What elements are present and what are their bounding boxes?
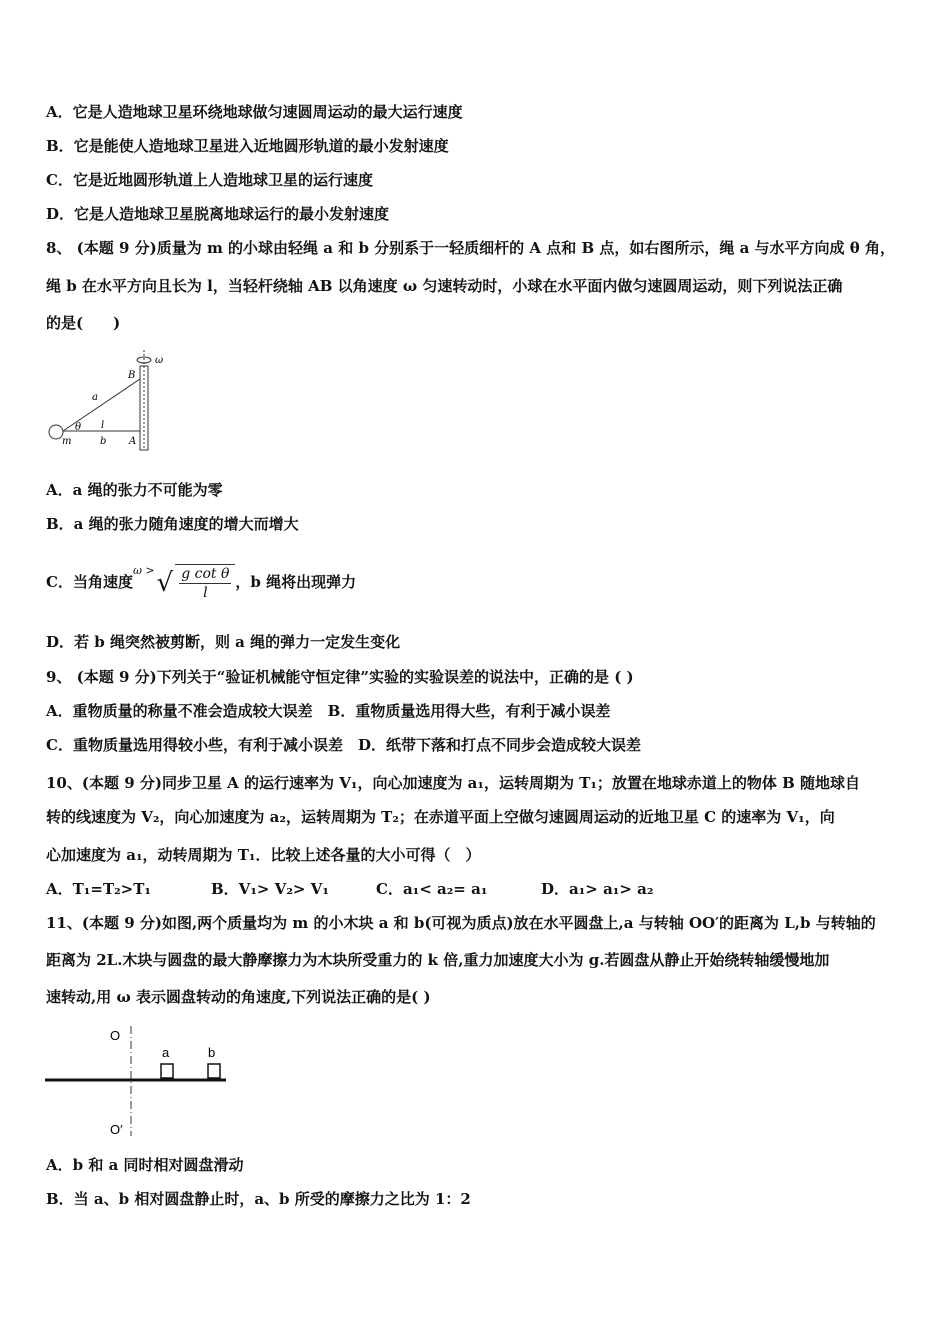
q11-stem-line: 11、(本题 9 分)如图,两个质量均为 m 的小木块 a 和 b(可视为质点)放在水平圆盘上,a 与转轴 OO′的距离为 L,b 与转轴的 bbox=[46, 914, 876, 932]
sqrt-formula bbox=[133, 564, 235, 602]
q8-option-d: D．若 b 绳突然被剪断，则 a 绳的弹力一定发生变化 bbox=[46, 633, 401, 651]
q8-option-a: A．a 绳的张力不可能为零 bbox=[46, 481, 223, 499]
q10-options bbox=[46, 879, 653, 899]
q8-stem-line: 的是( ) bbox=[46, 314, 121, 332]
sqrt-sign: √ bbox=[156, 568, 174, 598]
q10-stem-line: 10、(本题 9 分)同步卫星 A 的运行速率为 V₁，向心加速度为 a₁，运转周期为 T₁；放置在地球赤道上的物体 B 随地球自 bbox=[46, 774, 861, 792]
axis-o-prime-label: O′ bbox=[110, 1122, 123, 1137]
q7-option-b: B．它是能使人造地球卫星进入近地圆形轨道的最小发射速度 bbox=[46, 137, 449, 155]
q8-stem-line: 8、 (本题 9 分)质量为 m 的小球由轻绳 a 和 b 分别系于一轻质细杆的 A 点和 B 点，如右图所示，绳 a 与水平方向成 θ 角， bbox=[46, 239, 895, 257]
q10-option-c: C．a₁< a₂= a₁ bbox=[376, 880, 488, 898]
q7-option-c: C．它是近地圆形轨道上人造地球卫星的运行速度 bbox=[46, 171, 373, 189]
q7-option-d: D．它是人造地球卫星脱离地球运行的最小发射速度 bbox=[46, 205, 390, 223]
formula-numerator: g cot θ bbox=[181, 566, 230, 582]
rod-ball-figure bbox=[46, 348, 176, 453]
q10-option-d: D．a₁> a₁> a₂ bbox=[541, 880, 654, 898]
q8-option-c bbox=[46, 560, 356, 604]
q9-options-ab: A．重物质量的称量不准会造成较大误差 B．重物质量选用得大些，有利于减小误差 bbox=[46, 702, 611, 720]
q11-option-a: A．b 和 a 同时相对圆盘滑动 bbox=[46, 1156, 244, 1174]
mass-m-label: m bbox=[62, 436, 72, 447]
q8-option-b: B．a 绳的张力随角速度的增大而增大 bbox=[46, 515, 299, 533]
point-b-label: B bbox=[128, 370, 136, 381]
q9-stem: 9、 (本题 9 分)下列关于“验证机械能守恒定律”实验的实验误差的说法中，正确的是 ( ) bbox=[46, 668, 634, 686]
q10-option-a: A．T₁=T₂>T₁ bbox=[46, 880, 151, 898]
q10-stem-line: 心加速度为 a₁，动转周期为 T₁．比较上述各量的大小可得（ ） bbox=[46, 846, 481, 864]
theta-label: θ bbox=[75, 422, 82, 433]
q10-option-b: B．V₁> V₂> V₁ bbox=[211, 880, 329, 898]
rope-b-label: b bbox=[100, 436, 107, 447]
q8-stem-line: 绳 b 在水平方向且长为 l，当轻杆绕轴 AB 以角速度 ω 匀速转动时，小球在水平面内做匀速圆周运动，则下列说法正确 bbox=[46, 277, 843, 295]
block-a-label: a bbox=[162, 1045, 170, 1060]
formula-denominator: l bbox=[203, 585, 208, 601]
q7-option-a: A．它是人造地球卫星环绕地球做匀速圆周运动的最大运行速度 bbox=[46, 103, 463, 121]
q11-stem-line: 速转动,用 ω 表示圆盘转动的角速度,下列说法正确的是( ) bbox=[46, 988, 431, 1006]
q8-option-c-suffix: ，b 绳将出现弹力 bbox=[235, 573, 357, 591]
turntable-figure bbox=[44, 1020, 234, 1140]
axis-o-label: O bbox=[110, 1028, 121, 1043]
q9-options-cd: C．重物质量选用得较小些，有利于减小误差 D．纸带下落和打点不同步会造成较大误差 bbox=[46, 736, 641, 754]
q10-stem-line: 转的线速度为 V₂，向心加速度为 a₂，运转周期为 T₂；在赤道平面上空做匀速圆周运动的近地卫星 C 的速率为 V₁，向 bbox=[46, 808, 835, 826]
length-l-label: l bbox=[101, 420, 105, 431]
q11-option-b: B．当 a、b 相对圆盘静止时，a、b 所受的摩擦力之比为 1：2 bbox=[46, 1190, 471, 1208]
block-b-label: b bbox=[208, 1045, 216, 1060]
q11-stem-line: 距离为 2L.木块与圆盘的最大静摩擦力为木块所受重力的 k 倍,重力加速度大小为 g.若圆盘从静止开始绕转轴缓慢地加 bbox=[46, 951, 830, 969]
rope-a-label: a bbox=[92, 392, 98, 403]
formula-lhs: ω > bbox=[132, 564, 155, 577]
q8-option-c-prefix: C．当角速度 bbox=[46, 573, 133, 591]
point-a-label: A bbox=[129, 436, 137, 447]
omega-label: ω bbox=[155, 355, 164, 366]
